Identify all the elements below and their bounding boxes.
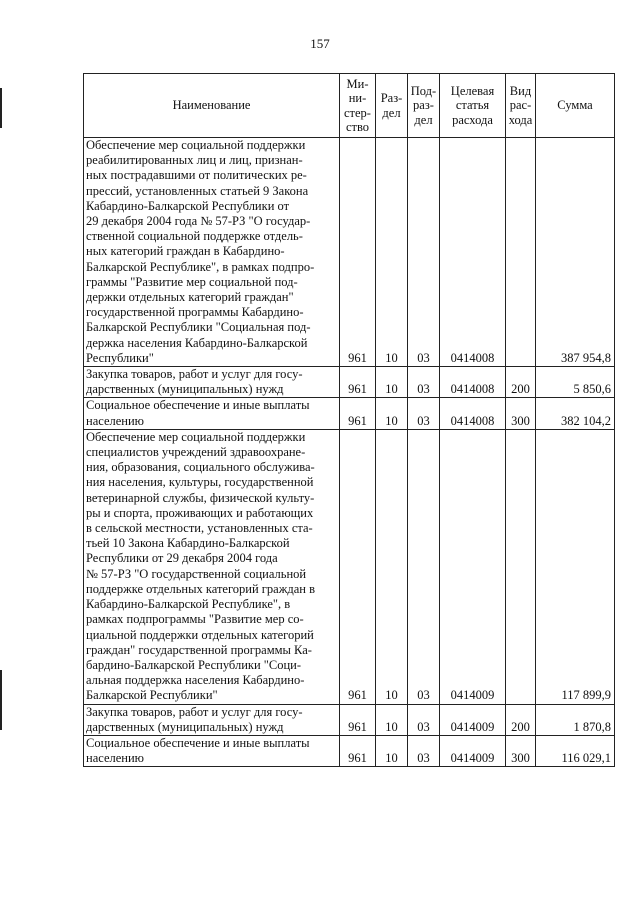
header-ministry xyxy=(340,74,376,138)
type-cell xyxy=(506,138,536,367)
sum-cell: 117 899,9 xyxy=(536,429,615,704)
name-line: ния, образования, социального обслужива- xyxy=(86,460,315,475)
name-line: реабилитированных лиц и лиц, признан- xyxy=(86,153,303,168)
ministry-cell: 961 xyxy=(340,735,376,766)
table-row xyxy=(84,367,615,398)
name-line: Кабардино-Балкарской Республики от xyxy=(86,198,290,213)
section-cell: 10 xyxy=(376,138,408,367)
name-cell xyxy=(84,138,340,367)
name-line: ных категорий граждан в Кабардино- xyxy=(86,244,285,259)
name-line: Республики" xyxy=(86,350,154,365)
target-cell: 0414008 xyxy=(440,138,506,367)
name-line: Кабардино-Балкарской Республике", в xyxy=(86,597,291,612)
table-row xyxy=(84,398,615,429)
header-ministry-line: ство xyxy=(345,120,370,134)
subsection-cell: 03 xyxy=(408,367,440,398)
name-line: населению xyxy=(86,413,144,428)
name-line: ния населения, культуры, государственной xyxy=(86,475,314,490)
header-section-line: Раз- xyxy=(380,91,403,105)
type-cell: 300 xyxy=(506,735,536,766)
header-type-line: рас- xyxy=(509,98,532,113)
type-cell xyxy=(506,429,536,704)
name-cell xyxy=(84,367,340,398)
header-ministry-line: ни- xyxy=(348,91,367,105)
target-cell: 0414008 xyxy=(440,398,506,429)
name-line: держка населения Кабардино-Балкарской xyxy=(86,335,308,350)
header-ministry-line: Ми- xyxy=(346,76,369,91)
table-row xyxy=(84,735,615,766)
name-line: дарственных (муниципальных) нужд xyxy=(86,719,284,734)
header-subsection-line: Под- xyxy=(410,83,437,98)
header-subsection xyxy=(408,74,440,138)
ministry-cell: 961 xyxy=(340,398,376,429)
header-type-line: хода xyxy=(508,112,533,127)
sum-cell: 382 104,2 xyxy=(536,398,615,429)
name-line: ных пострадавшими от политических ре- xyxy=(86,168,307,183)
type-cell: 200 xyxy=(506,704,536,735)
name-line: ры и спорта, проживающих и работающих xyxy=(86,505,314,520)
name-cell xyxy=(84,429,340,704)
scan-edge-mark xyxy=(0,670,2,730)
name-line: бардино-Балкарской Республики "Соци- xyxy=(86,657,302,672)
name-cell xyxy=(84,704,340,735)
type-cell: 300 xyxy=(506,398,536,429)
table-body xyxy=(84,138,615,767)
header-subsection-line: раз- xyxy=(413,98,434,113)
table-row xyxy=(84,138,615,367)
subsection-cell: 03 xyxy=(408,398,440,429)
ministry-cell: 961 xyxy=(340,367,376,398)
table-header-row xyxy=(84,74,615,138)
subsection-cell: 03 xyxy=(408,704,440,735)
name-line: 29 декабря 2004 года № 57-РЗ "О государ- xyxy=(86,214,311,229)
header-type xyxy=(506,74,536,138)
name-line: ветеринарной службы, физической культу- xyxy=(86,490,315,505)
sum-cell: 116 029,1 xyxy=(536,735,615,766)
header-target-line: расхода xyxy=(452,112,493,127)
ministry-cell: 961 xyxy=(340,704,376,735)
ministry-cell: 961 xyxy=(340,429,376,704)
name-line: Балкарской Республике", в рамках подпро- xyxy=(86,259,315,274)
name-line: Балкарской Республики" xyxy=(86,688,218,703)
subsection-cell: 03 xyxy=(408,429,440,704)
name-line: Социальное обеспечение и иные выплаты xyxy=(86,735,310,750)
name-line: прессий, установленных статьей 9 Закона xyxy=(86,183,309,198)
name-line: Закупка товаров, работ и услуг для госу- xyxy=(86,704,303,719)
subsection-cell: 03 xyxy=(408,735,440,766)
name-line: рамках подпрограммы "Развитие мер со- xyxy=(86,612,304,627)
name-line: поддержке отдельных категорий граждан в xyxy=(86,581,315,596)
header-section-line: дел xyxy=(382,105,401,120)
ministry-cell: 961 xyxy=(340,138,376,367)
header-target xyxy=(440,74,506,138)
name-line: альная поддержка населения Кабардино- xyxy=(86,673,305,688)
name-line: ственной социальной поддержке отдель- xyxy=(86,229,303,244)
sum-cell: 5 850,6 xyxy=(536,367,615,398)
subsection-cell: 03 xyxy=(408,138,440,367)
section-cell: 10 xyxy=(376,735,408,766)
scan-edge-mark xyxy=(0,88,2,128)
table-row xyxy=(84,704,615,735)
name-line: циальной поддержки отдельных категорий xyxy=(86,627,314,642)
name-line: граждан" государственной программы Ка- xyxy=(86,642,312,657)
budget-table-container xyxy=(83,73,614,767)
section-cell: 10 xyxy=(376,398,408,429)
name-line: Республики от 29 декабря 2004 года xyxy=(86,551,278,566)
name-line: населению xyxy=(86,751,144,766)
section-cell: 10 xyxy=(376,429,408,704)
header-section xyxy=(376,74,408,138)
header-sum xyxy=(536,74,615,138)
name-line: граммы "Развитие мер социальной под- xyxy=(86,274,298,289)
target-cell: 0414008 xyxy=(440,367,506,398)
name-line: № 57-РЗ "О государственной социальной xyxy=(86,566,307,581)
header-type-line: Вид xyxy=(509,83,532,98)
sum-cell: 1 870,8 xyxy=(536,704,615,735)
header-name xyxy=(84,74,340,138)
name-line: держки отдельных категорий граждан" xyxy=(86,290,294,305)
target-cell: 0414009 xyxy=(440,429,506,704)
target-cell: 0414009 xyxy=(440,735,506,766)
header-target-line: статья xyxy=(455,98,490,113)
name-line: специалистов учреждений здравоохране- xyxy=(86,445,306,460)
sum-cell: 387 954,8 xyxy=(536,138,615,367)
name-line: дарственных (муниципальных) нужд xyxy=(86,382,284,397)
budget-table xyxy=(83,73,615,767)
name-line: Закупка товаров, работ и услуг для госу- xyxy=(86,367,303,382)
name-line: Балкарской Республики "Социальная под- xyxy=(86,320,311,335)
header-target-line: Целевая xyxy=(450,83,495,98)
name-line: Обеспечение мер социальной поддержки xyxy=(86,429,306,444)
name-line: государственной программы Кабардино- xyxy=(86,305,304,320)
target-cell: 0414009 xyxy=(440,704,506,735)
name-line: тьей 10 Закона Кабардино-Балкарской xyxy=(86,536,290,551)
header-ministry-line: стер- xyxy=(344,105,371,120)
header-subsection-line: дел xyxy=(414,112,433,127)
section-cell: 10 xyxy=(376,367,408,398)
type-cell: 200 xyxy=(506,367,536,398)
section-cell: 10 xyxy=(376,704,408,735)
name-cell xyxy=(84,398,340,429)
table-row xyxy=(84,429,615,704)
name-line: в сельской местности, установленных ста- xyxy=(86,521,313,536)
name-line: Обеспечение мер социальной поддержки xyxy=(86,138,306,152)
header-sum-label: Сумма xyxy=(557,98,593,113)
page-number: 157 xyxy=(310,36,330,51)
name-cell xyxy=(84,735,340,766)
name-line: Социальное обеспечение и иные выплаты xyxy=(86,398,310,413)
header-name-label: Наименование xyxy=(172,98,251,113)
